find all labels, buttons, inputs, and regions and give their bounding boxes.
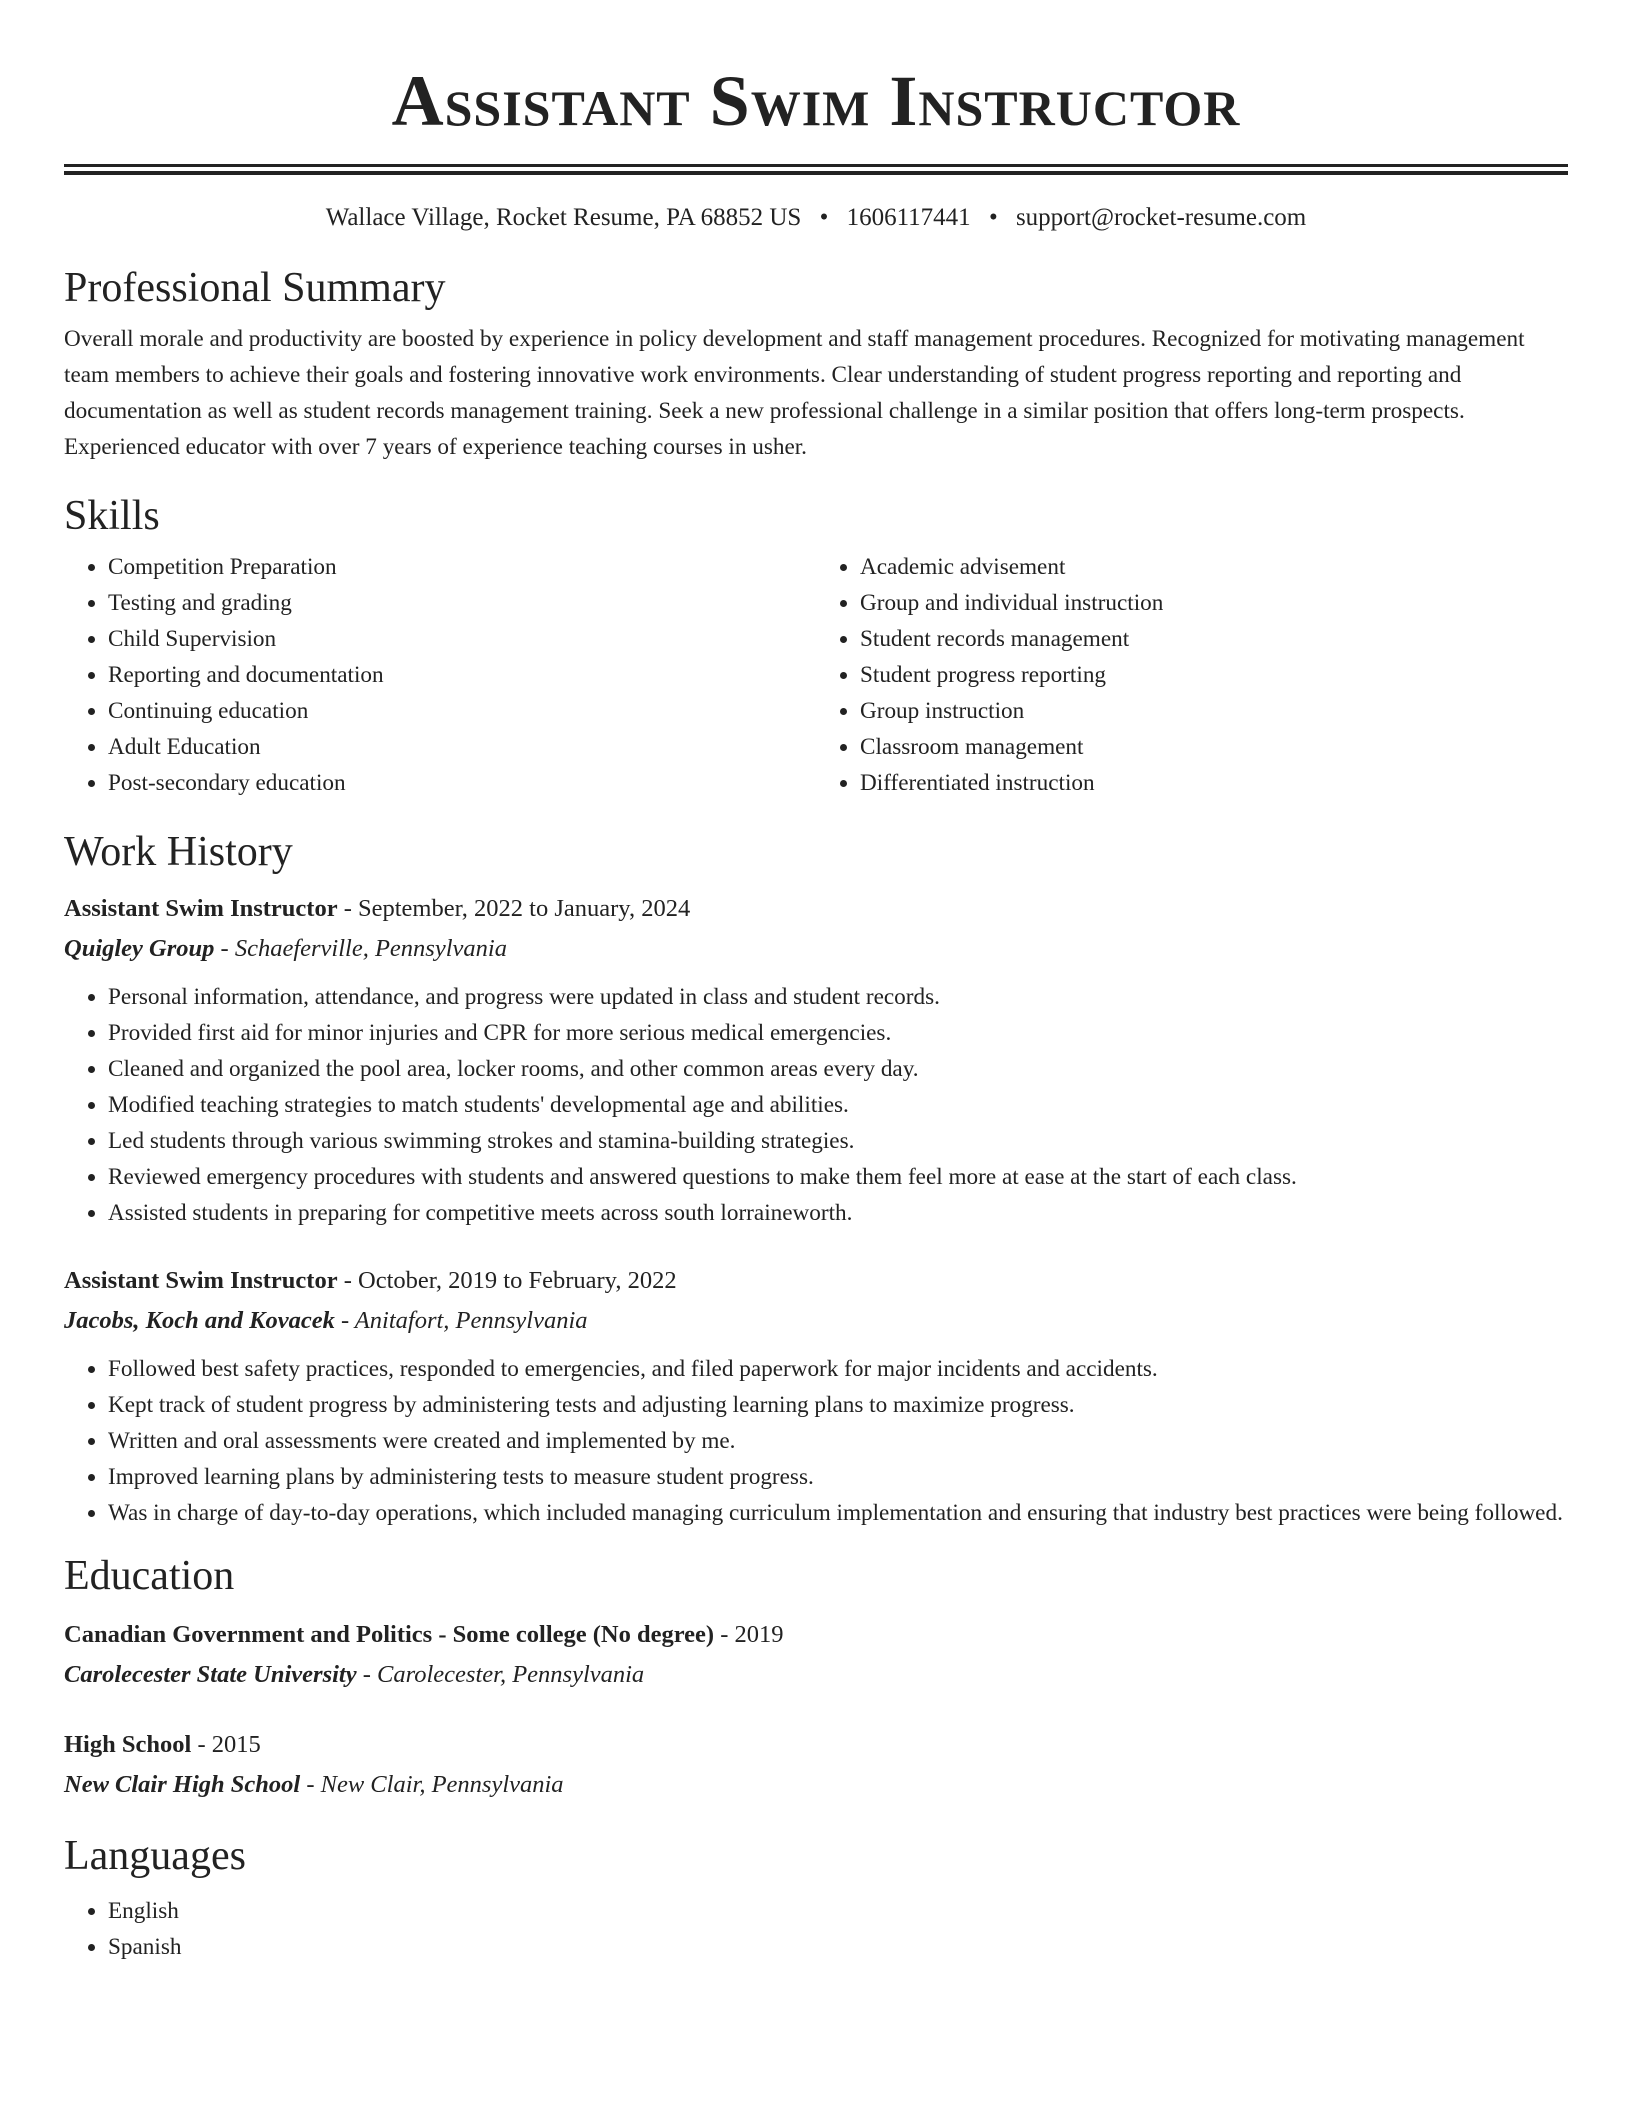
- job-company: Jacobs, Koch and Kovacek: [64, 1307, 335, 1334]
- section-heading-work-history: Work History: [64, 829, 293, 875]
- job-dates: - October, 2019 to February, 2022: [337, 1267, 677, 1294]
- languages-section: [64, 1831, 1568, 1965]
- job-bullet: • Led students through various swimming strokes and stamina-building strategies.: [108, 1123, 1568, 1159]
- job-bullet: • Reviewed emergency procedures with students and answered questions to make them feel more at ease at the start of each class.: [108, 1159, 1568, 1195]
- section-heading-skills: Skills: [64, 493, 160, 539]
- job-bullet: • Kept track of student progress by administering tests and adjusting learning plans to maximize progress.: [108, 1387, 1568, 1423]
- education-degree: High School: [64, 1731, 192, 1758]
- job-header: [64, 889, 1568, 929]
- job-employer: [64, 929, 1568, 969]
- job-bullet: • Modified teaching strategies to match students' developmental age and abilities.: [108, 1087, 1568, 1123]
- job-bullets: [64, 1351, 1568, 1531]
- summary-section: [64, 263, 1568, 465]
- education-location: - Carolecester, Pennsylvania: [356, 1661, 645, 1688]
- job-bullet: • Followed best safety practices, responded to emergencies, and filed paperwork for major incidents and accidents.: [108, 1351, 1568, 1387]
- job-location: - Anitafort, Pennsylvania: [334, 1307, 588, 1334]
- education-location: - New Clair, Pennsylvania: [300, 1771, 564, 1798]
- job-employer: [64, 1301, 1568, 1341]
- job-bullet: • Cleaned and organized the pool area, locker rooms, and other common areas every day.: [108, 1051, 1568, 1087]
- job-entry: [64, 889, 1568, 1231]
- job-title: Assistant Swim Instructor: [64, 1267, 338, 1294]
- education-section: [64, 1551, 1568, 1805]
- education-school-line: [64, 1765, 1568, 1805]
- job-entry: [64, 1261, 1568, 1531]
- skill-item: • Reporting and documentation: [108, 657, 816, 693]
- skill-item: • Differentiated instruction: [860, 765, 1568, 801]
- title-divider: [64, 164, 1568, 175]
- section-heading-languages: Languages: [64, 1833, 246, 1879]
- skill-item: • Student records management: [860, 621, 1568, 657]
- education-header: [64, 1725, 1568, 1765]
- skill-item: • Post-secondary education: [108, 765, 816, 801]
- job-bullet: • Assisted students in preparing for competitive meets across south lorraineworth.: [108, 1195, 1568, 1231]
- education-entry: [64, 1615, 1568, 1695]
- skill-item: • Group and individual instruction: [860, 585, 1568, 621]
- skill-item: • Group instruction: [860, 693, 1568, 729]
- education-school: Carolecester State University: [64, 1661, 357, 1688]
- skill-item: • Competition Preparation: [108, 549, 816, 585]
- skill-item: • Testing and grading: [108, 585, 816, 621]
- language-item: • Spanish: [108, 1929, 1568, 1965]
- skills-list-left: [64, 549, 816, 801]
- job-bullet: • Written and oral assessments were created and implemented by me.: [108, 1423, 1568, 1459]
- job-company: Quigley Group: [64, 935, 215, 962]
- skill-item: • Continuing education: [108, 693, 816, 729]
- skill-item: • Child Supervision: [108, 621, 816, 657]
- work-history-section: [64, 827, 1568, 1531]
- job-bullet: • Provided first aid for minor injuries and CPR for more serious medical emergencies.: [108, 1015, 1568, 1051]
- skills-list-right: [816, 549, 1568, 801]
- education-entry: [64, 1725, 1568, 1805]
- education-school: New Clair High School: [64, 1771, 301, 1798]
- language-item: • English: [108, 1893, 1568, 1929]
- contact-line: [64, 201, 1568, 235]
- job-bullet: • Personal information, attendance, and progress were updated in class and student records.: [108, 979, 1568, 1015]
- skill-item: • Academic advisement: [860, 549, 1568, 585]
- contact-separator: •: [988, 204, 998, 231]
- section-heading-education: Education: [64, 1553, 235, 1599]
- languages-list: [64, 1893, 1568, 1965]
- contact-phone: 1606117441: [846, 204, 971, 231]
- skills-grid: [64, 549, 1568, 801]
- job-location: - Schaeferville, Pennsylvania: [214, 935, 507, 962]
- job-bullet: • Was in charge of day-to-day operations, which included managing curriculum implementation and ensuring that industry best practices were being followed.: [108, 1495, 1568, 1531]
- education-school-line: [64, 1655, 1568, 1695]
- skills-section: [64, 491, 1568, 801]
- education-year: - 2015: [191, 1731, 261, 1758]
- section-heading-summary: Professional Summary: [64, 265, 446, 311]
- job-title: Assistant Swim Instructor: [64, 895, 338, 922]
- contact-email: support@rocket-resume.com: [1015, 204, 1307, 231]
- contact-address: Wallace Village, Rocket Resume, PA 68852 US: [325, 204, 802, 231]
- skill-item: • Adult Education: [108, 729, 816, 765]
- education-degree: Canadian Government and Politics - Some college (No degree): [64, 1621, 715, 1648]
- contact-separator: •: [819, 204, 829, 231]
- skill-item: • Student progress reporting: [860, 657, 1568, 693]
- education-header: [64, 1615, 1568, 1655]
- skill-item: • Classroom management: [860, 729, 1568, 765]
- job-bullets: [64, 979, 1568, 1231]
- summary-text: Overall morale and productivity are boosted by experience in policy development and staff management procedures. Recognized for motivating management team members to achieve their goals and fostering innovative work environments. Clear understanding of student progress reporting and reporting and documentation as well as student records management training. Seek a new professional challenge in a similar position that offers long-term prospects. Experienced educator with over 7 years of experience teaching courses in usher.: [64, 326, 1525, 460]
- job-dates: - September, 2022 to January, 2024: [337, 895, 691, 922]
- job-header: [64, 1261, 1568, 1301]
- education-year: - 2019: [714, 1621, 784, 1648]
- job-bullet: • Improved learning plans by administering tests to measure student progress.: [108, 1459, 1568, 1495]
- resume-title: Assistant Swim Instructor: [391, 61, 1241, 141]
